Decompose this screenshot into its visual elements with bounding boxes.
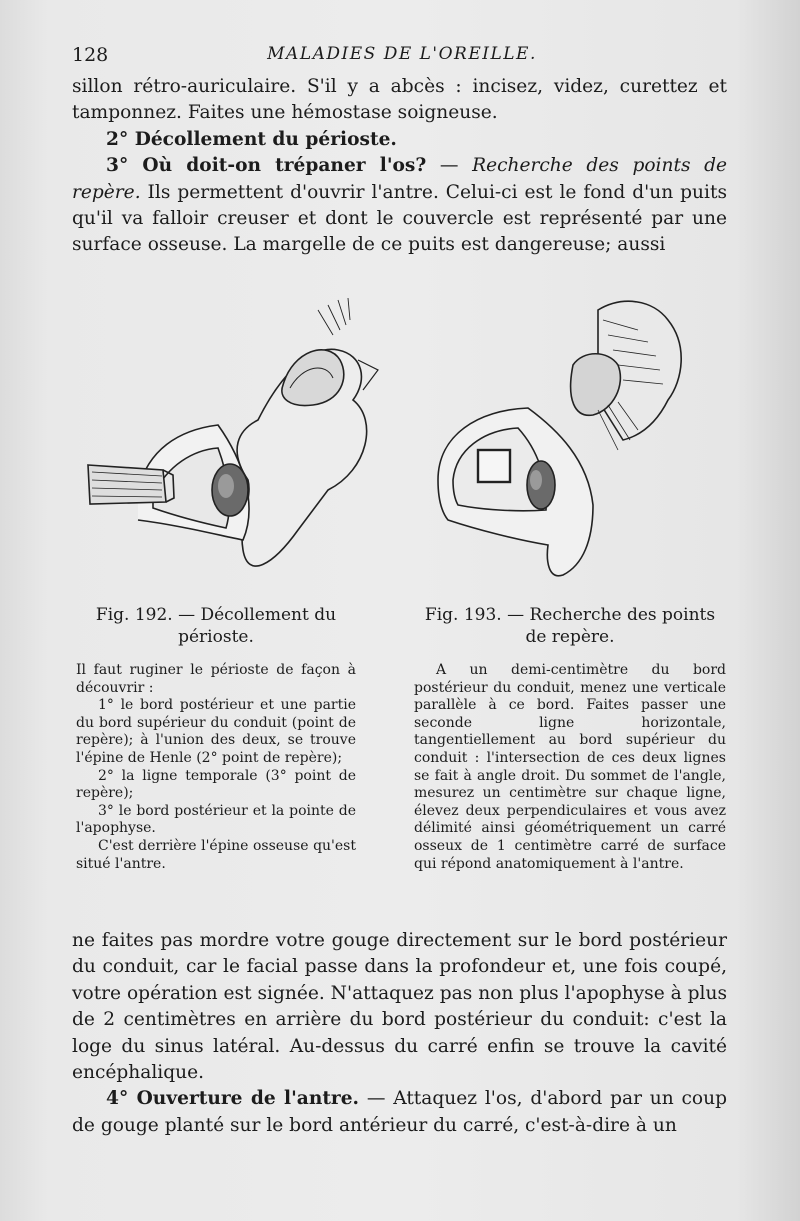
- section-heading: 2° Décollement du périoste.: [106, 128, 397, 150]
- top-text-block: [72, 74, 727, 259]
- paragraph-text: Ils permettent d'ouvrir l'antre. Celui-ci est le fond d'un puits qu'il va falloir creuser et dont le couvercle est représenté par une surface osseuse. La margelle de ce puits est dangereuse; aussi: [72, 181, 727, 256]
- ear-surgery-illustrations: [78, 290, 738, 600]
- section-heading: 3° Où doit-on trépaner l'os?: [106, 155, 427, 177]
- section-decollement: [72, 127, 727, 153]
- figure-illustrations: [78, 290, 738, 610]
- section-subtitle: Recherche des points de repère.: [72, 155, 728, 203]
- fig-192-title: Fig. 192. — Décollement du périoste.: [95, 605, 337, 647]
- legend-line: C'est derrière l'épine osseuse qu'est situé l'antre.: [76, 837, 356, 872]
- bottom-text-block: [72, 928, 727, 1139]
- running-title: MALADIES DE L'OREILLE.: [267, 44, 537, 64]
- legend-line: A un demi-centimètre du bord postérieur du conduit, menez une verticale parallèle à ce bord. Faites passer une seconde ligne horizontale, tangentiellement au bord supérieur du conduit : l'intersection de ces deux lignes se fait à angle droit. Du sommet de l'angle, mesurez un centimètre sur chaque ligne, élevez deux perpendiculaires et vous avez délimité ainsi géométriquement un carré osseux de 1 centimètre carré de surface qui répond anatomiquement à l'antre.: [414, 662, 726, 872]
- fig-192-legend: [76, 662, 356, 873]
- paragraph-gouge: ne faites pas mordre votre gouge directement sur le bord postérieur du conduit, car le facial passe dans la profondeur et, une fois coupé, votre opération est signée. N'attaquez pas non plus l'apophyse à plus de 2 centimètres en arrière du bord postérieur du conduit: c'est la loge du sinus latéral. Au-dessus du carré enfin se trouve la cavité encéphalique.: [72, 930, 727, 1084]
- legend-line: 2° la ligne temporale (3° point de repère);: [76, 767, 356, 802]
- dash: —: [426, 155, 473, 177]
- legend-line: 3° le bord postérieur et la pointe de l'apophyse.: [76, 802, 356, 837]
- legend-line: 1° le bord postérieur et une partie du bord supérieur du conduit (point de repère); à l'union des deux, se trouve l'épine de Henle (2° point de repère);: [76, 697, 356, 766]
- fig-193-title: Fig. 193. — Recherche des points de repère.: [424, 605, 716, 647]
- paragraph-abces: sillon rétro-auriculaire. S'il y a abcès : incisez, videz, curettez et tamponnez. Faites une hémostase soigneuse.: [72, 76, 727, 124]
- section-ouverture: [72, 1086, 727, 1139]
- fig-193-illustration: [438, 301, 681, 576]
- fig-193-caption: [414, 604, 726, 873]
- fig-193-legend: [414, 662, 726, 873]
- page-header: [72, 44, 732, 70]
- legend-line: Il faut ruginer le périoste de façon à découvrir :: [76, 662, 356, 696]
- section-trepaner: [72, 153, 727, 259]
- fig-192-illustration: [88, 298, 378, 566]
- section-heading: 4° Ouverture de l'antre.: [106, 1088, 360, 1110]
- page-number: 128: [72, 44, 109, 66]
- fig-192-caption: [76, 604, 356, 873]
- paragraph-text: — Attaquez l'os, d'abord par un coup de gouge planté sur le bord antérieur du carré, c'est-à-dire à un: [72, 1088, 728, 1136]
